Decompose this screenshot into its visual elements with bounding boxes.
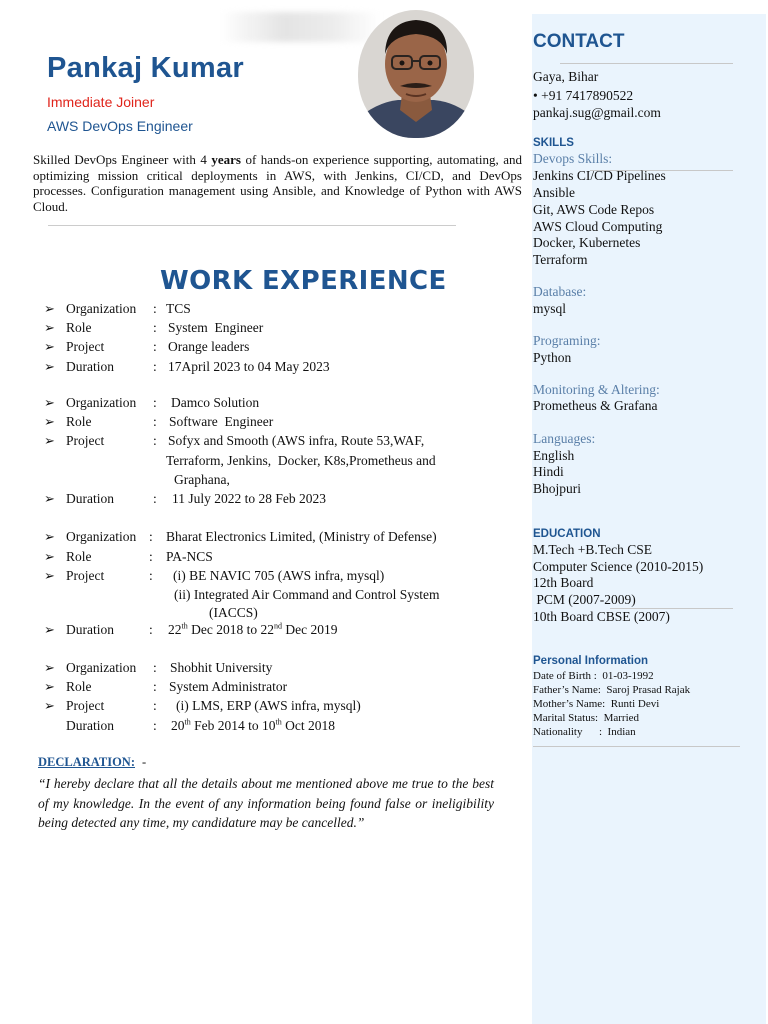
languages-label: Languages:: [533, 431, 596, 446]
organization-value: TCS: [166, 301, 191, 316]
profile-photo: [358, 10, 474, 138]
colon: :: [149, 549, 153, 564]
monitoring-label: Monitoring & Altering:: [533, 382, 660, 397]
declaration-text: “I hereby declare that all the details about me mentioned above me true to the best of my knowledge. In the event of any information being found false or ineligibility being detected any time, my candidature may be cancelled.”: [38, 776, 494, 830]
project-value: Orange leaders: [168, 339, 250, 354]
duration-suffix: th: [184, 717, 191, 727]
duration-value: 17April 2023 to 04 May 2023: [168, 359, 330, 374]
duration-part: Oct 2018: [281, 718, 335, 733]
summary-text-end: of hands-on experience supporting, automating, and optimizing mission critical deployments in AWS, with Jenkins, CI/CD, and DevOps processes. Configuration management using Ansible, and Knowledge of Python with AWS Cloud.: [33, 152, 522, 214]
arrow-bullet-icon: ➢: [44, 395, 55, 410]
role-label: Role: [66, 549, 92, 564]
organization-label: Organization: [66, 395, 137, 410]
arrow-bullet-icon: ➢: [44, 301, 55, 316]
arrow-bullet-icon: ➢: [44, 320, 55, 335]
colon: :: [153, 660, 157, 675]
availability-label: Immediate Joiner: [47, 94, 155, 110]
contact-email[interactable]: pankaj.sug@gmail.com: [533, 105, 661, 120]
skill-item: AWS Cloud Computing: [533, 219, 663, 234]
role-value: System Administrator: [169, 679, 288, 694]
duration-suffix: th: [181, 621, 188, 631]
duration-label: Duration: [66, 491, 114, 506]
skill-item: Git, AWS Code Repos: [533, 202, 655, 217]
arrow-bullet-icon: ➢: [44, 622, 55, 637]
programming-label: Programing:: [533, 333, 601, 348]
personal-info-heading: Personal Information: [533, 655, 649, 667]
arrow-bullet-icon: ➢: [44, 491, 55, 506]
database-value: mysql: [533, 301, 567, 316]
contact-phone: • +91 7417890522: [533, 88, 634, 103]
arrow-bullet-icon: ➢: [44, 359, 55, 374]
role-value: PA-NCS: [166, 549, 213, 564]
duration-value: 11 July 2022 to 28 Feb 2023: [172, 491, 327, 506]
duration-part: Dec 2018 to 22: [187, 622, 274, 637]
arrow-bullet-icon: ➢: [44, 414, 55, 429]
devops-skills-label: Devops Skills:: [533, 151, 613, 166]
contact-location: Gaya, Bihar: [533, 69, 599, 84]
divider: [533, 746, 740, 747]
education-line: M.Tech +B.Tech CSE: [533, 542, 652, 557]
skill-item: Docker, Kubernetes: [533, 235, 641, 250]
profile-summary: [33, 152, 522, 214]
arrow-bullet-icon: ➢: [44, 549, 55, 564]
duration-part: 20: [171, 718, 185, 733]
skills-heading: SKILLS: [533, 137, 574, 149]
language-item: Bhojpuri: [533, 481, 582, 496]
organization-value: Shobhit University: [170, 660, 273, 675]
personal-info-line: Father’s Name: Saroj Prasad Rajak: [533, 684, 691, 696]
colon: :: [149, 529, 153, 544]
role-value: Software Engineer: [169, 414, 274, 429]
duration-suffix: th: [275, 717, 282, 727]
arrow-bullet-icon: ➢: [44, 660, 55, 675]
colon: :: [149, 622, 153, 637]
database-label: Database:: [533, 284, 587, 299]
work-experience-heading: WORK EXPERIENCE: [160, 266, 447, 296]
education-line: PCM (2007-2009): [533, 592, 636, 607]
colon: :: [153, 359, 157, 374]
project-value: (i) BE NAVIC 705 (AWS infra, mysql): [173, 568, 385, 583]
summary-text-start: Skilled DevOps Engineer with 4: [33, 152, 212, 167]
candidate-name: Pankaj Kumar: [47, 52, 245, 84]
role-label: Role: [66, 679, 92, 694]
colon: :: [153, 679, 157, 694]
personal-info-line: Date of Birth : 01-03-1992: [533, 670, 654, 682]
job-title: AWS DevOps Engineer: [47, 118, 193, 134]
duration-label: Duration: [66, 718, 114, 733]
education-line: 12th Board: [533, 575, 594, 590]
duration-value: [171, 718, 335, 734]
organization-label: Organization: [66, 660, 137, 675]
organization-label: Organization: [66, 529, 137, 544]
contact-heading: CONTACT: [533, 31, 625, 52]
project-value-continued: Terraform, Jenkins, Docker, K8s,Prometheus and: [166, 453, 436, 468]
project-value: (i) LMS, ERP (AWS infra, mysql): [176, 698, 361, 713]
duration-part: Dec 2019: [281, 622, 338, 637]
project-value-continued: Graphana,: [174, 472, 230, 487]
language-item: English: [533, 448, 575, 463]
colon: :: [153, 301, 157, 316]
summary-bold-years: years: [211, 152, 241, 167]
divider: [48, 225, 456, 226]
project-label: Project: [66, 339, 105, 354]
organization-value: Damco Solution: [171, 395, 260, 410]
divider: [560, 63, 733, 64]
duration-value: [168, 622, 337, 638]
language-item: Hindi: [533, 464, 564, 479]
colon: :: [153, 339, 157, 354]
arrow-bullet-icon: ➢: [44, 698, 55, 713]
duration-label: Duration: [66, 622, 114, 637]
monitoring-value: Prometheus & Grafana: [533, 398, 658, 413]
declaration-dash: -: [142, 755, 147, 769]
duration-label: Duration: [66, 359, 114, 374]
role-label: Role: [66, 414, 92, 429]
personal-info-line: Nationality : Indian: [533, 726, 636, 738]
role-value: System Engineer: [168, 320, 264, 335]
duration-suffix: nd: [273, 621, 282, 631]
personal-info-line: Marital Status: Married: [533, 712, 640, 724]
duration-part: Feb 2014 to 10: [190, 718, 276, 733]
skill-item: Ansible: [533, 185, 575, 200]
arrow-bullet-icon: ➢: [44, 568, 55, 583]
project-label: Project: [66, 433, 105, 448]
personal-info-line: Mother’s Name: Runti Devi: [533, 698, 660, 710]
project-value: Sofyx and Smooth (AWS infra, Route 53,WAF,: [168, 433, 425, 448]
education-line: 10th Board CBSE (2007): [533, 609, 670, 624]
project-value-continued: (ii) Integrated Air Command and Control System: [174, 587, 440, 602]
colon: :: [153, 395, 157, 410]
declaration-heading: DECLARATION:: [38, 755, 135, 769]
skill-item: Jenkins CI/CD Pipelines: [533, 168, 666, 183]
project-label: Project: [66, 568, 105, 583]
arrow-bullet-icon: ➢: [44, 529, 55, 544]
colon: :: [153, 433, 157, 448]
colon: :: [149, 568, 153, 583]
organization-value: Bharat Electronics Limited, (Ministry of Defense): [166, 529, 437, 544]
role-label: Role: [66, 320, 92, 335]
duration-part: 22: [168, 622, 182, 637]
skill-item: Terraform: [533, 252, 588, 267]
education-line: Computer Science (2010-2015): [533, 559, 704, 574]
education-heading: EDUCATION: [533, 528, 601, 540]
colon: :: [153, 718, 157, 733]
colon: :: [153, 414, 157, 429]
colon: :: [153, 320, 157, 335]
arrow-bullet-icon: ➢: [44, 679, 55, 694]
project-label: Project: [66, 698, 105, 713]
arrow-bullet-icon: ➢: [44, 339, 55, 354]
colon: :: [153, 698, 157, 713]
programming-value: Python: [533, 350, 572, 365]
colon: :: [153, 491, 157, 506]
arrow-bullet-icon: ➢: [44, 433, 55, 448]
project-value-continued: (IACCS): [209, 605, 258, 620]
organization-label: Organization: [66, 301, 137, 316]
blurred-decoration: [220, 12, 380, 42]
